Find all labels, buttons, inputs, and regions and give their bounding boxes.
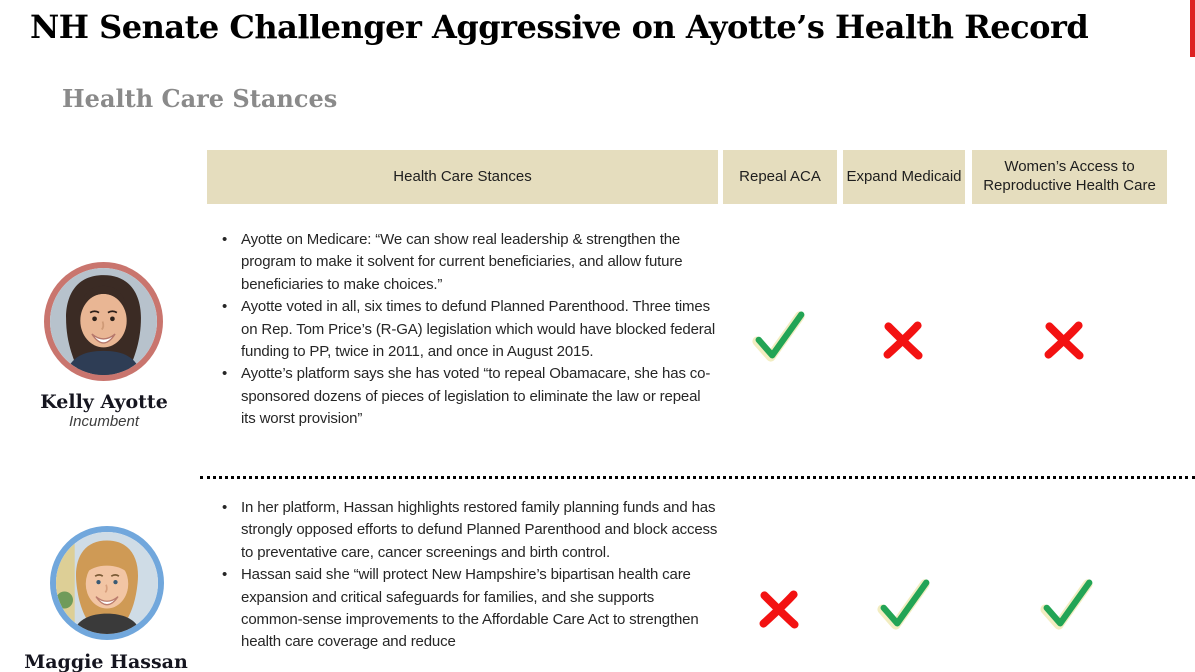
hassan-repeal-aca-mark [756,586,803,633]
check-icon [750,306,808,364]
x-icon [1041,317,1088,364]
bullet-item: • In her platform, Hassan highlights restored family planning funds and has strongly opposed efforts to defund Planned Parenthood and block access to preventative care, cancer screenings and birth control. [218,497,718,564]
bullet-item: • Ayotte’s platform says she has voted “to repeal Obamacare, she has co-sponsored dozens of pieces of legislation to eliminate the law or repeal its worst provision” [218,363,718,430]
check-icon [1038,574,1096,632]
header-cell-repeal-aca: Repeal ACA [723,150,837,204]
ayotte-expand-medicaid-mark [880,317,927,364]
header-cell-expand-medicaid: Expand Medicaid [843,150,965,204]
ayotte-womens-access-mark [1041,317,1088,364]
hassan-bullet-list [218,497,718,654]
bullet-item: • Ayotte voted in all, six times to defund Planned Parenthood. Three times on Rep. Tom Price’s (R-GA) legislation which would have blocked federal funding to PP, twice in 2011, and once in August 2015. [218,296,718,363]
section-heading: Health Care Stances [62,84,338,113]
page-title: NH Senate Challenger Aggressive on Ayotte’s Health Record [30,8,1089,46]
x-icon [880,317,927,364]
row-separator-dotted-line [200,476,1195,479]
red-accent-strip [1190,0,1195,57]
candidate-role-ayotte: Incumbent [68,413,140,430]
candidate-name-hassan: Maggie Hassan [24,651,188,672]
hassan-expand-medicaid-mark [875,574,933,632]
candidate-name-ayotte: Kelly Ayotte [40,391,168,413]
hassan-womens-access-mark [1038,574,1096,632]
bullet-item: • Hassan said she “will protect New Hampshire’s bipartisan health care expansion and critical safeguards for families, and she supports common-sense improvements to the Affordable Care Act to strengthen health care coverage and reduce [218,564,718,654]
bullet-item: • Ayotte on Medicare: “We can show real leadership & strengthen the program to make it solvent for current beneficiaries, and allow future beneficiaries to make choices.” [218,229,718,296]
maggie-hassan-photo [50,526,164,640]
header-cell-womens-access: Women’s Access to Reproductive Health Care [972,150,1167,204]
maggie-hassan-avatar-graphic [56,532,158,634]
kelly-ayotte-photo [44,262,163,381]
x-icon [756,586,803,633]
header-cell-stances: Health Care Stances [207,150,718,204]
check-icon [875,574,933,632]
ayotte-bullet-list [218,229,718,431]
kelly-ayotte-avatar-graphic [50,268,157,375]
ayotte-repeal-aca-mark [750,306,808,364]
